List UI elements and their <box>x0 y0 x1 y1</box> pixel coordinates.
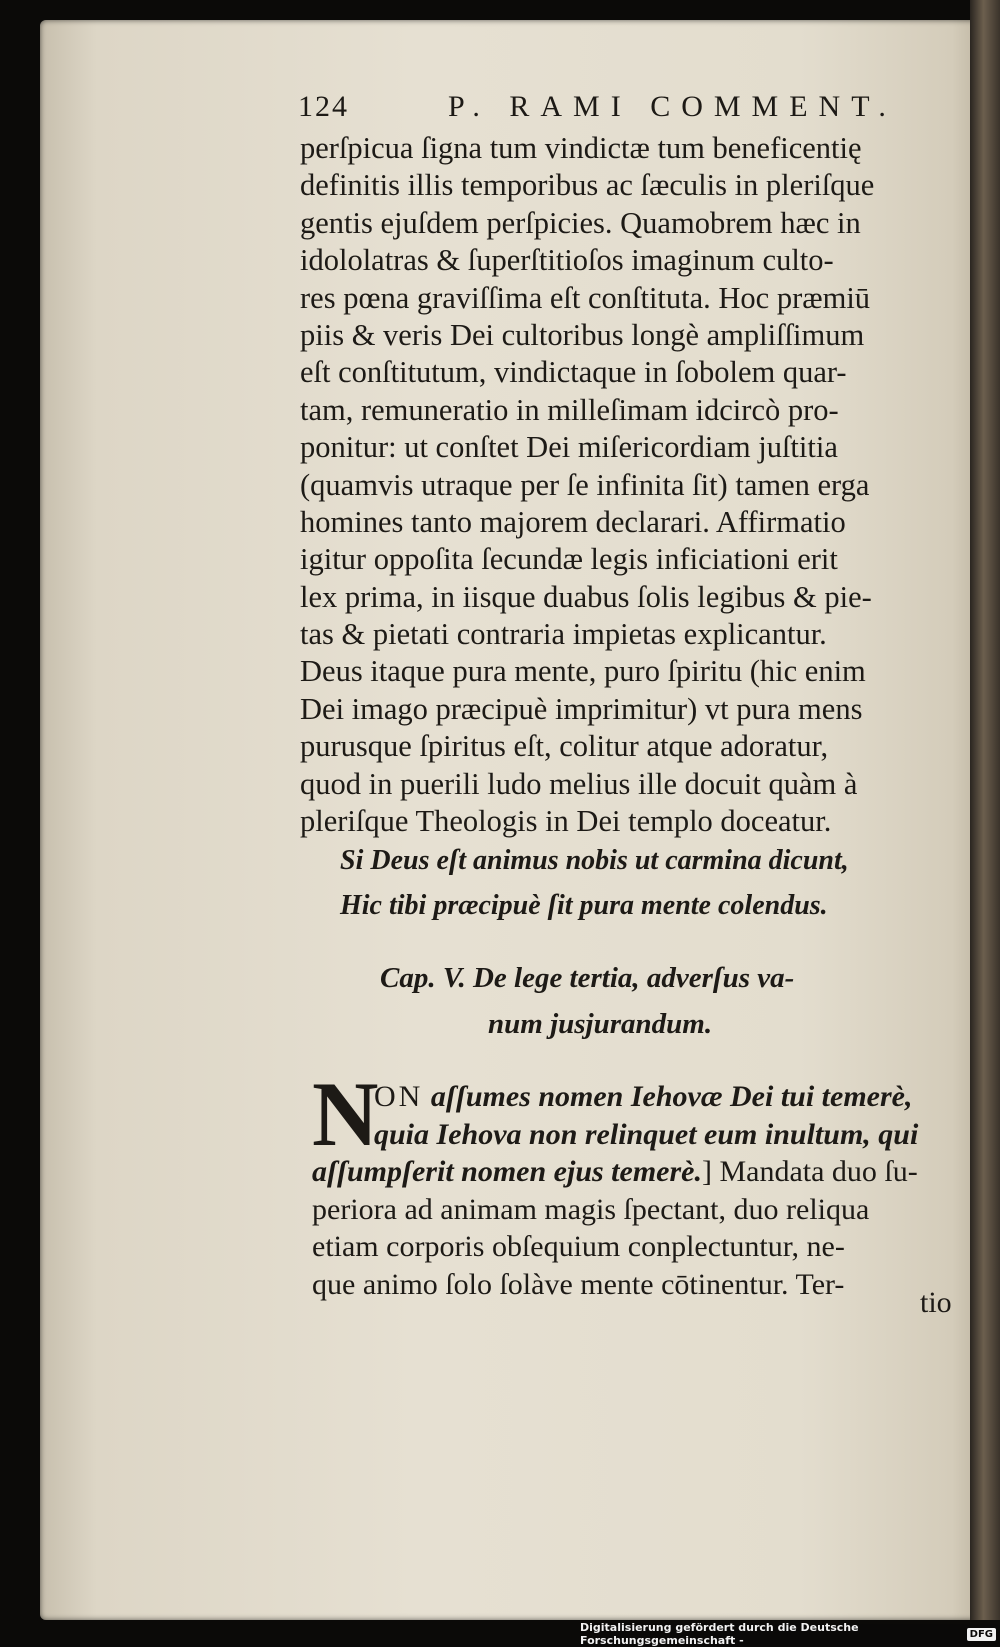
body-text <box>300 130 920 840</box>
quoted-law: quia Iehova non relinquet eum inultum, qui <box>374 1117 919 1151</box>
text-line: lex prima, in iisque duabus ſolis legibus & pie- <box>300 579 872 614</box>
paragraph-line <box>312 1078 932 1116</box>
paragraph-text: ] Mandata duo ſu- <box>701 1155 918 1188</box>
catchword: tio <box>920 1286 952 1319</box>
chapter-paragraph <box>312 1078 932 1303</box>
funding-notice: Digitalisierung gefördert durch die Deutsche Forschungsgemeinschaft - <box>580 1621 859 1647</box>
text-line: purusque ſpiritus eſt, colitur atque adoratur, <box>300 729 829 764</box>
verse-line: Si Deus eſt animus nobis ut carmina dicunt, <box>340 845 849 876</box>
digitization-footer <box>580 1621 1000 1647</box>
quoted-law: aſſumes nomen Iehovæ Dei tui temerè, <box>430 1080 913 1113</box>
verse-line: Hic tibi præcipuè ſit pura mente colendus. <box>340 890 828 921</box>
paragraph-line <box>312 1153 932 1191</box>
dfg-logo: DFG <box>967 1628 996 1641</box>
text-line: eſt conſtitutum, vindictaque in ſobolem quar- <box>300 355 847 390</box>
paragraph-line: que animo ſolo ſolàve mente cōtinentur. Ter- <box>312 1267 845 1301</box>
page-number: 124 <box>298 90 349 123</box>
verse-quote <box>340 838 920 928</box>
text-line: (quamvis utraque per ſe infinita ſit) tamen erga <box>300 467 870 502</box>
text-line: pleriſque Theologis in Dei templo doceatur. <box>300 804 832 839</box>
running-head: P. RAMI COMMENT. <box>448 90 897 123</box>
text-line: gentis ejuſdem perſpicies. Quamobrem hæc in <box>300 205 861 240</box>
book-spine <box>970 0 1000 1620</box>
text-line: piis & veris Dei cultoribus longè ampliſſimum <box>300 317 865 352</box>
text-line: ponitur: ut conſtet Dei miſericordiam juſtitia <box>300 430 838 465</box>
text-line: perſpicua ſigna tum vindictæ tum beneficentię <box>300 131 862 165</box>
text-line: tam, remuneratio in milleſimam idcircò pro- <box>300 392 839 427</box>
chapter-heading <box>380 955 900 1047</box>
text-line: tas & pietati contraria impietas explicantur. <box>300 617 827 652</box>
page-header <box>298 90 918 130</box>
paragraph-line: periora ad animam magis ſpectant, duo reliqua <box>312 1192 870 1226</box>
chapter-heading-line-2: num jusjurandum. <box>488 1008 713 1040</box>
text-line: Dei imago præcipuè imprimitur) vt pura mens <box>300 691 863 726</box>
text-line: quod in puerili ludo melius ille docuit quàm à <box>300 766 858 801</box>
paragraph-lead: ON <box>374 1080 424 1113</box>
text-line: definitis illis temporibus ac ſæculis in pleriſque <box>300 168 875 203</box>
text-line: idololatras & ſuperſtitioſos imaginum culto- <box>300 243 834 278</box>
text-line: res pœna graviſſima eſt conſtituta. Hoc præmiū <box>300 280 871 315</box>
chapter-heading-line-1: Cap. V. De lege tertia, adverſus va- <box>380 962 795 994</box>
drop-cap: N <box>312 1063 379 1165</box>
quoted-law: aſſumpſerit nomen ejus temerè. <box>312 1155 702 1188</box>
paragraph-line: etiam corporis obſequium conplectuntur, ne- <box>312 1230 845 1263</box>
paragraph-line <box>312 1116 932 1154</box>
text-line: Deus itaque pura mente, puro ſpiritu (hic enim <box>300 654 866 689</box>
text-line: homines tanto majorem declarari. Affirmatio <box>300 504 846 539</box>
text-line: igitur oppoſita ſecundæ legis inficiationi erit <box>300 542 838 577</box>
